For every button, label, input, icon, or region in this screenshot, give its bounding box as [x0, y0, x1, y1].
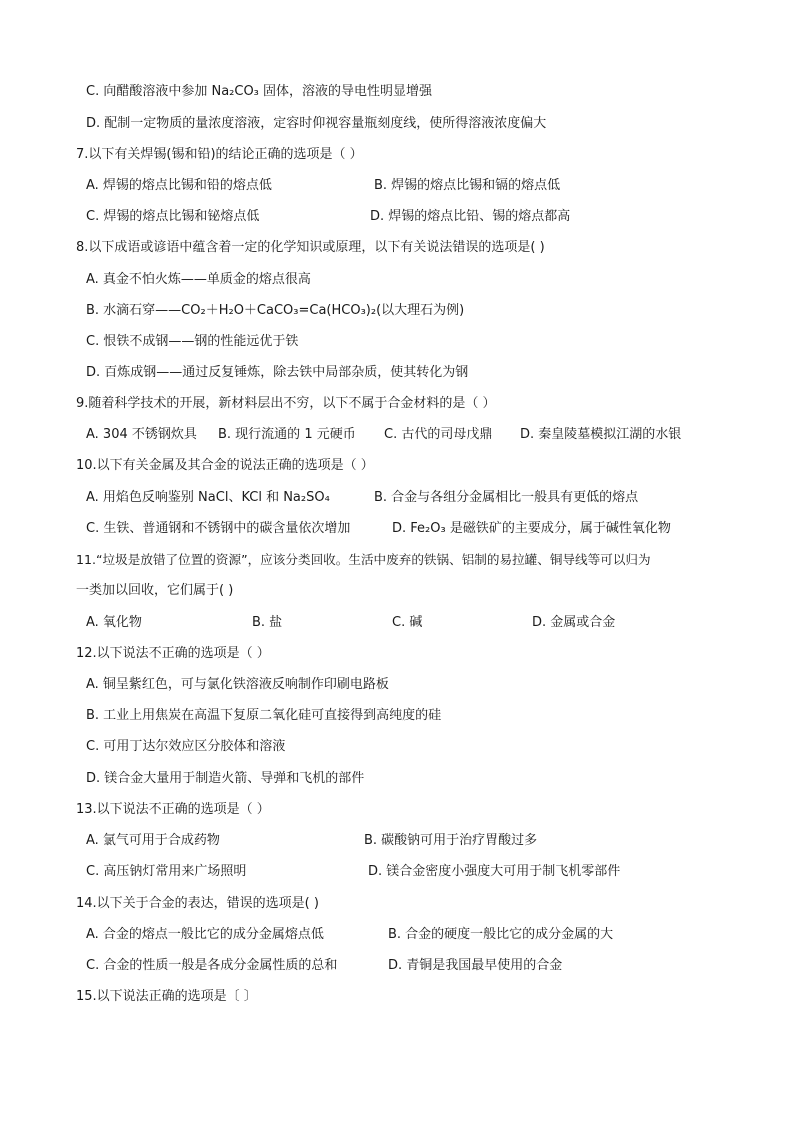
q14-option-b: B. 合金的硬度一般比它的成分金属的大	[388, 927, 614, 942]
q8-option-a: A. 真金不怕火炼——单质金的熔点很高	[86, 272, 311, 287]
question-12: 12.以下说法不正确的选项是（ ）	[76, 646, 270, 661]
option-d-prev: D. 配制一定物质的量浓度溶液，定容时仰视容量瓶刻度线，使所得溶液浓度偏大	[86, 116, 547, 131]
q14-option-a: A. 合金的熔点一般比它的成分金属熔点低	[86, 927, 324, 942]
question-14: 14.以下关于合金的表达，错误的选项是( )	[76, 896, 319, 911]
question-8: 8.以下成语或谚语中蕴含着一定的化学知识或原理，以下有关说法错误的选项是( )	[76, 240, 545, 255]
question-7: 7.以下有关焊锡(锡和铅)的结论正确的选项是（ ）	[76, 147, 363, 162]
q8-option-b: B. 水滴石穿——CO₂＋H₂O＋CaCO₃=Ca(HCO₃)₂(以大理石为例)	[86, 303, 465, 318]
question-10: 10.以下有关金属及其合金的说法正确的选项是（ ）	[76, 458, 374, 473]
q7-option-a: A. 焊锡的熔点比锡和铅的熔点低	[86, 178, 272, 193]
q10-option-a: A. 用焰色反响鉴别 NaCl、KCl 和 Na₂SO₄	[86, 490, 330, 505]
q13-option-d: D. 镁合金密度小强度大可用于制飞机零部件	[368, 864, 621, 879]
q10-option-b: B. 合金与各组分金属相比一般具有更低的熔点	[374, 490, 639, 505]
q7-option-c: C. 焊锡的熔点比锡和铋熔点低	[86, 209, 260, 224]
question-15: 15.以下说法正确的选项是〔 〕	[76, 989, 257, 1004]
q10-option-d: D. Fe₂O₃ 是磁铁矿的主要成分，属于碱性氧化物	[392, 521, 671, 536]
q12-option-a: A. 铜呈紫红色，可与氯化铁溶液反响制作印刷电路板	[86, 677, 389, 692]
q11-option-a: A. 氧化物	[86, 615, 142, 630]
question-11: 11.“垃圾是放错了位置的资源”，应该分类回收。生活中废弃的铁锅、铝制的易拉罐、铜导线等可以归为	[76, 552, 651, 567]
q9-option-b: B. 现行流通的 1 元硬币	[218, 427, 356, 442]
q8-option-c: C. 恨铁不成钢——钢的性能远优于铁	[86, 334, 299, 349]
q8-option-d: D. 百炼成钢——通过反复锤炼，除去铁中局部杂质，使其转化为钢	[86, 365, 469, 380]
question-11-cont: 一类加以回收，它们属于( )	[76, 583, 234, 598]
q9-option-a: A. 304 不锈钢炊具	[86, 427, 197, 442]
q14-option-d: D. 青铜是我国最早使用的合金	[388, 958, 563, 973]
q12-option-c: C. 可用丁达尔效应区分胶体和溶液	[86, 739, 286, 754]
q10-option-c: C. 生铁、普通钢和不锈钢中的碳含量依次增加	[86, 521, 351, 536]
question-13: 13.以下说法不正确的选项是（ ）	[76, 802, 270, 817]
q12-option-b: B. 工业上用焦炭在高温下复原二氧化硅可直接得到高纯度的硅	[86, 708, 442, 723]
q12-option-d: D. 镁合金大量用于制造火箭、导弹和飞机的部件	[86, 771, 365, 786]
q13-option-c: C. 高压钠灯常用来广场照明	[86, 864, 247, 879]
q9-option-d: D. 秦皇陵墓模拟江湖的水银	[520, 427, 682, 442]
q13-option-a: A. 氯气可用于合成药物	[86, 833, 220, 848]
q7-option-d: D. 焊锡的熔点比铅、锡的熔点都高	[370, 209, 571, 224]
q11-option-b: B. 盐	[252, 615, 283, 630]
q11-option-d: D. 金属或合金	[532, 615, 616, 630]
option-c-prev: C. 向醋酸溶液中参加 Na₂CO₃ 固体，溶液的导电性明显增强	[86, 84, 433, 99]
q14-option-c: C. 合金的性质一般是各成分金属性质的总和	[86, 958, 338, 973]
question-9: 9.随着科学技术的开展，新材料层出不穷，以下不属于合金材料的是（ ）	[76, 396, 496, 411]
q7-option-b: B. 焊锡的熔点比锡和镉的熔点低	[374, 178, 561, 193]
q13-option-b: B. 碳酸钠可用于治疗胃酸过多	[364, 833, 538, 848]
q11-option-c: C. 碱	[392, 615, 423, 630]
q9-option-c: C. 古代的司母戊鼎	[384, 427, 493, 442]
